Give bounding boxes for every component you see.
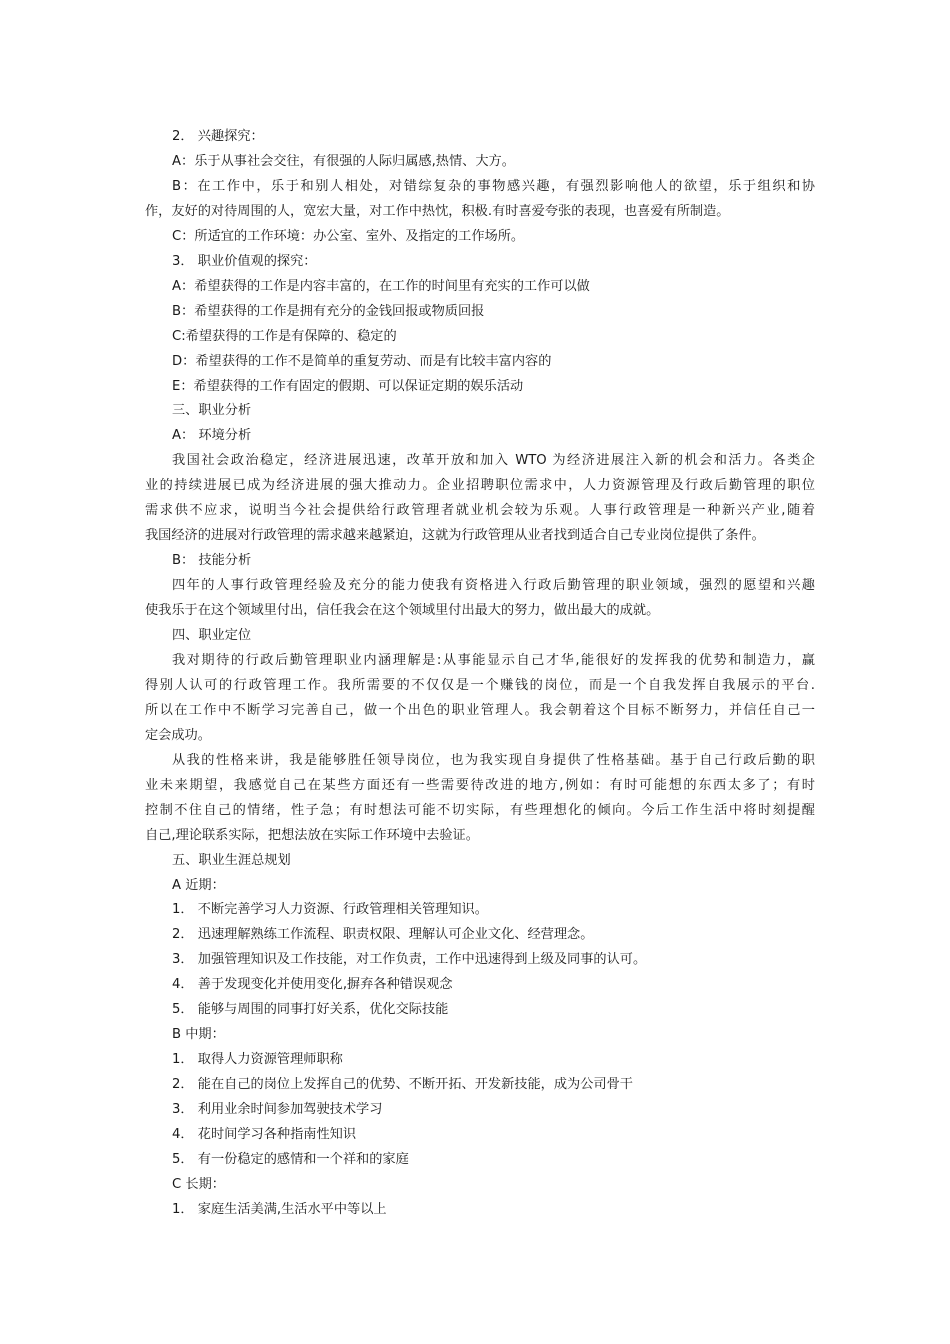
text-line: C：所适宜的工作环境：办公室、室外、及指定的工作场所。 <box>172 228 525 244</box>
text-line: 2． 迅速理解熟练工作流程、职责权限、理解认可企业文化、经营理念。 <box>172 927 594 943</box>
text-line: A：乐于从事社会交往，有很强的人际归属感,热情、大方。 <box>172 153 515 169</box>
text-line: 定会成功。 <box>145 727 211 743</box>
text-line: 从我的性格来讲，我是能够胜任领导岗位，也为我实现自身提供了性格基础。基于自己行政后勤的职 <box>172 752 815 768</box>
text-line: D：希望获得的工作不是简单的重复劳动、而是有比较丰富内容的 <box>172 353 552 369</box>
text-line: 所以在工作中不断学习完善自己，做一个出色的职业管理人。我会朝着这个目标不断努力，并信任自己一 <box>145 702 815 718</box>
text-line: 业未来期望，我感觉自己在某些方面还有一些需要待改进的地方,例如：有时可能想的东西太多了；有时 <box>145 777 815 793</box>
text-line: 我对期待的行政后勤管理职业内涵理解是:从事能显示自己才华,能很好的发挥我的优势和制造力，赢 <box>172 652 815 668</box>
text-line: 得别人认可的行政管理工作。我所需要的不仅仅是一个赚钱的岗位，而是一个自我发挥自我展示的平台. <box>145 677 815 693</box>
text-line: 3． 加强管理知识及工作技能，对工作负责，工作中迅速得到上级及同事的认可。 <box>172 952 647 968</box>
text-line: E：希望获得的工作有固定的假期、可以保证定期的娱乐活动 <box>172 378 524 394</box>
text-line: 1． 取得人力资源管理师职称 <box>172 1052 343 1068</box>
text-line: 使我乐于在这个领域里付出，信任我会在这个领域里付出最大的努力，做出最大的成就。 <box>145 603 660 619</box>
text-line: B： 技能分析 <box>172 553 252 569</box>
text-line: 2． 能在自己的岗位上发挥自己的优势、不断开拓、开发新技能，成为公司骨干 <box>172 1077 633 1093</box>
text-line: 需求供不应求，说明当今社会提供给行政管理者就业机会较为乐观。人事行政管理是一种新兴产业,随着 <box>145 503 815 519</box>
text-line: 4． 善于发现变化并使用变化,摒弃各种错误观念 <box>172 977 453 993</box>
text-line: B 中期： <box>172 1027 225 1043</box>
text-line: 四年的人事行政管理经验及充分的能力使我有资格进入行政后勤管理的职业领域，强烈的愿望和兴趣 <box>172 578 815 594</box>
text-line: A 近期： <box>172 877 225 893</box>
text-line: 我国经济的进展对行政管理的需求越来越紧迫，这就为行政管理从业者找到适合自己专业岗位提供了条件。 <box>145 528 765 544</box>
text-line: 四、职业定位 <box>172 628 252 643</box>
text-line: A：希望获得的工作是内容丰富的，在工作的时间里有充实的工作可以做 <box>172 278 590 294</box>
text-line: 五、职业生涯总规划 <box>172 852 291 868</box>
text-line: C:希望获得的工作是有保障的、稳定的 <box>172 328 397 344</box>
text-line: 5． 有一份稳定的感情和一个祥和的家庭 <box>172 1151 409 1167</box>
text-line: 自己,理论联系实际，把想法放在实际工作环境中去验证。 <box>145 827 479 843</box>
text-line: 1． 家庭生活美满,生活水平中等以上 <box>172 1201 387 1217</box>
text-line: A： 环境分析 <box>172 428 252 444</box>
text-line: B：希望获得的工作是拥有充分的金钱回报或物质回报 <box>172 303 485 319</box>
text-line: 1． 不断完善学习人力资源、行政管理相关管理知识。 <box>172 902 488 918</box>
text-line: 我国社会政治稳定，经济进展迅速，改革开放和加入 WTO 为经济进展注入新的机会和活力。各类企 <box>172 453 815 469</box>
text-line: 业的持续进展已成为经济进展的强大推动力。企业招聘职位需求中，人力资源管理及行政后勤管理的职位 <box>145 478 815 494</box>
text-line: C 长期： <box>172 1176 225 1192</box>
text-line: 三、职业分析 <box>172 403 252 419</box>
text-line: 作，友好的对待周围的人，宽宏大量，对工作中热忱，积极.有时喜爱夸张的表现，也喜爱有所制造。 <box>145 203 730 219</box>
text-line: 5． 能够与周围的同事打好关系，优化交际技能 <box>172 1002 449 1018</box>
text-line: 控制不住自己的情绪，性子急；有时想法可能不切实际，有些理想化的倾向。今后工作生活中将时刻提醒 <box>145 802 815 818</box>
text-line: 2． 兴趣探究： <box>172 129 264 144</box>
text-line: 3． 职业价值观的探究： <box>172 253 317 269</box>
text-line: B：在工作中，乐于和别人相处，对错综复杂的事物感兴趣，有强烈影响他人的欲望，乐于组织和协 <box>172 178 815 194</box>
text-line: 3． 利用业余时间参加驾驶技术学习 <box>172 1102 383 1118</box>
text-line: 4． 花时间学习各种指南性知识 <box>172 1127 357 1142</box>
